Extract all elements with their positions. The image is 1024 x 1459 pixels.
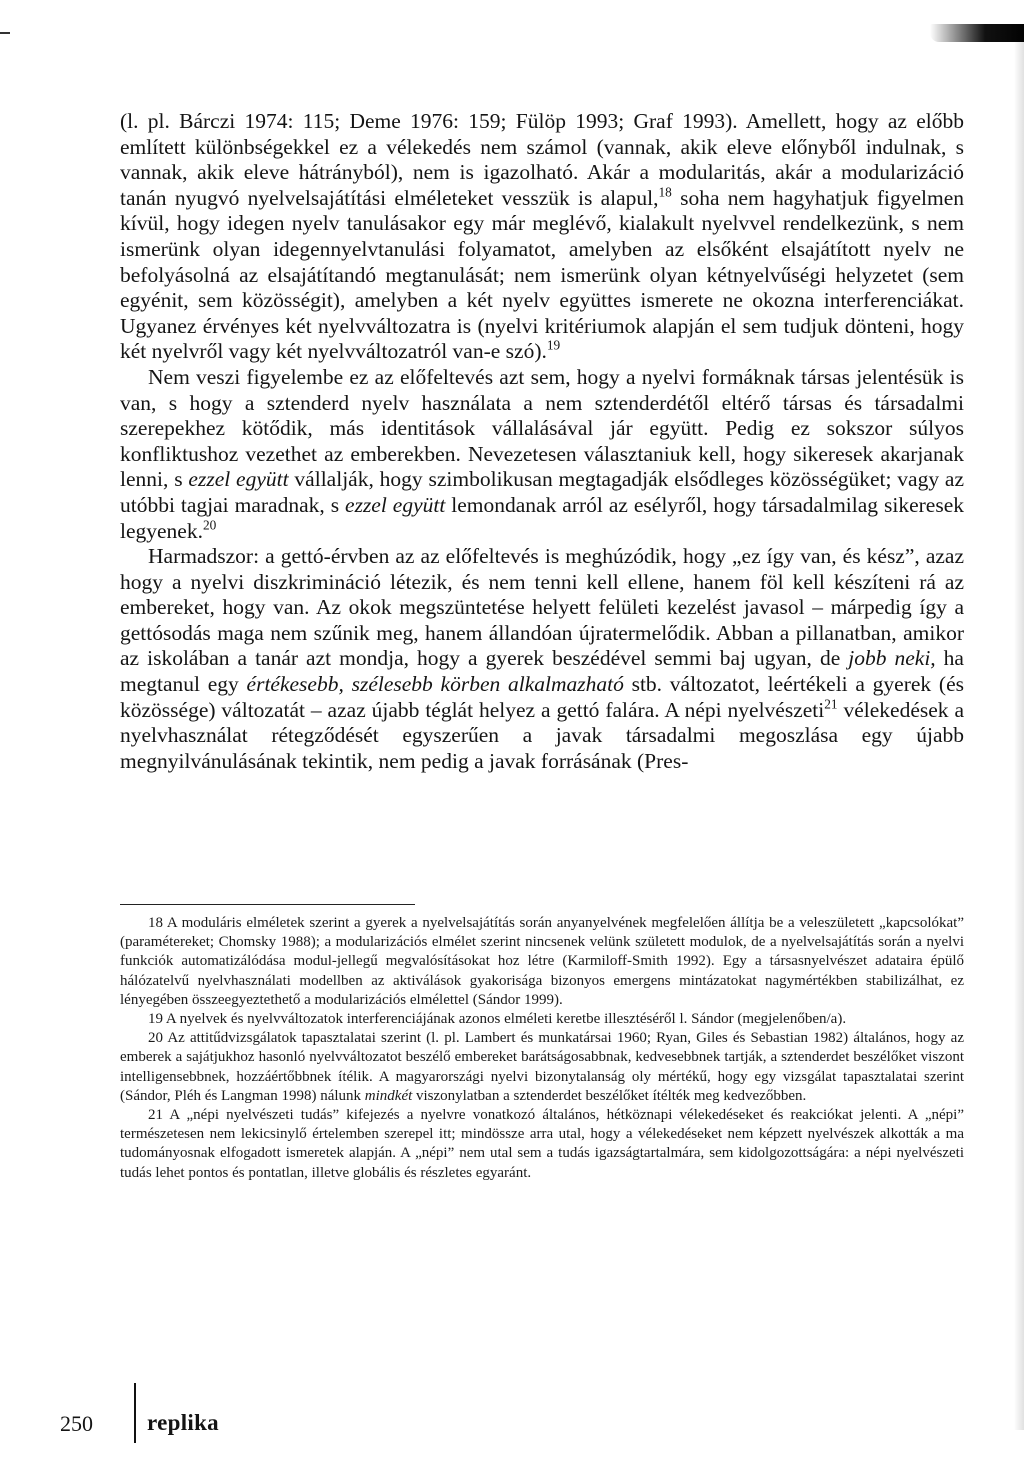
footer-divider [134,1383,136,1443]
text-run: (l. pl. Bárczi 1974: 115; Deme 1976: 159; Fülöp 1993; Graf 1993). Amellett, hogy az előbb említett különbségekkel ez a vélekedés nem számol (vannak, akik eleve előnyből indulnak, s vannak, akik eleve hátrányból), nem is igazolható. Akár a modularitás, akár a modularizáció tanán nyugvó nyelvelsajátítási elméleteket vesszük is alapul, [120,109,964,210]
emphasis-text: jobb neki, [848,646,936,671]
text-run: ha megtanul egy [120,646,964,697]
footnote [120,1029,964,1106]
emphasis-text: ezzel együtt [188,467,289,492]
text-run: stb. változatot, leértékeli a gyerek (és közössége) változatát – azaz újabb téglát helyez a gettó falára. A népi nyelvészeti [120,672,964,722]
body-text [120,109,964,774]
text-run: Harmadszor: a gettó-érvben az az előfeltevés is meghúzódik, hogy „ez így van, és kész”, azaz hogy a nyelvi diszkrimináció létezik, és nem tenni kell ellene, hanem föl kell készíteni rá az embereket, hogy van. Az okok megszüntetése helyett felületi kezelést javasol – márpedig így a gettósodás maga nem szűnik meg, hanem állandóan újratermelődik. Abban a pillanatban, amikor az iskolában a tanár azt mondja, hogy a gyerek beszédével semmi baj ugyan, de [120,544,964,671]
scan-artifact [930,24,1024,42]
text-run: soha nem hagyhatjuk figyelmen kívül, hogy idegen nyelv tanulásakor egy már meglévő, kialakult nyelvvel rendelkezünk, s nem ismerünk olyan idegennyelvtanulási folyamatot, amelyben az elsőként elsajátított nyelv ne befolyásolná az elsajátítandó megtanulását; nem ismerünk olyan kétnyelvűségi helyzetet (sem egyénit, sem közösségit), amelyben a két nyelv együttes ismerete ne okozna interferenciákat. Ugyanez érvényes két nyelvváltozatra is (nyelvi kritériumok alapján el sem tudjuk dönteni, hogy két nyelvről vagy két nyelvváltozatról van-e szó). [120,185,964,364]
text-run: 21 A „népi nyelvészeti tudás” kifejezés a nyelvre vonatkozó általános, hétköznapi vélekedéseket és reakciókat jelenti. A „népi” természetesen nem lekicsinylő értelemben szerepel itt; mindössze arra utal, hogy a vélekedéseket nem képzett nyelvészek alkották a ma tudományosnak elfogadott ismeretek alapján. A „népi” nem utal sem a tudás igazságtartalmára, sem kidolgozottságára: a népi nyelvészeti tudás lehet pontos és pontatlan, illetve globális és részletes egyaránt. [120,1107,964,1181]
footnote-reference: 21 [824,696,838,711]
text-run: Nem veszi figyelembe ez az előfeltevés azt sem, hogy a nyelvi formáknak társas jelentésük is van, s hogy a sztenderd nyelv használata a nem sztenderdétől eltérő társas és társadalmi szerepekhez kötődik, más identitások vállalásával jár együtt. Pedig ez sokszor súlyos konfliktushoz vezethet az emberekben. Nevezetesen választaniuk kell, hogy sikeresek akarjanak lenni, s [120,364,964,492]
footnote-reference: 19 [546,337,561,353]
running-title: replika [147,1410,219,1435]
text-run: 20 Az attitűdvizsgálatok tapasztalatai szerint (l. pl. Lambert és munkatársai 1960; Ryan, Giles és Sebastian 1982) általános, hogy az emberek a sajátjukhoz hasonló nyelvváltozatot beszélő embereket barátságosabbnak, kedvesebbnek tartják, a sztenderdet beszélőket viszont intelligensebbnek, hozzáértőbbnek ítélik. A magyarországi nyelvi bizonytalanság oly mértékű, hogy egy vizsgálat tapasztalatai szerint (Sándor, Pléh és Langman 1998) nálunk [120,1030,964,1104]
emphasis-text: mindkét [364,1087,413,1104]
footnote-reference: 18 [658,184,672,200]
text-run: vállalják, hogy szimbolikusan megtagadják elsődleges közösségüket; vagy az utóbbi tagjai maradnak, s [120,467,965,517]
text-run: vélekedések a nyelvhasználat rétegződését egyszerűen a javak társadalmi megoszlása egy újabb megnyilvánulásának tekintik, nem pedig a javak forrásának (Pres- [120,697,964,773]
footnotes [120,914,964,1183]
footnote [120,1010,964,1029]
emphasis-text: értékesebb, szélesebb körben alkalmazható [246,672,624,697]
footnote [120,914,964,1010]
footnote [120,1106,964,1183]
text-run: lemondanak arról az esélyről, hogy társadalmilag sikeresek legyenek. [120,492,964,543]
footnote-separator [120,904,415,905]
page-number: 250 [60,1411,93,1436]
scan-edge-shadow [1014,30,1024,1430]
paragraph [120,365,964,544]
paragraph [120,544,964,774]
scan-artifact [0,32,10,34]
paragraph [120,109,964,365]
text-run: 18 A moduláris elméletek szerint a gyerek a nyelvelsajátítás során anyanyelvének megfelelően állítja be a veleszületett „kapcsolókat” (paramétereket; Chomsky 1988); a modularizációs elmélet szerint nincsenek velünk született modulok, de a nyelvelsajátítás során a nyelvi funkciók automatizálódása modul-jellegű megvalósításokat hoz létre (Karmiloff-Smith 1992). Egy a társasnyelvészet adataira épülő hálózatelvű nyelvhasználati modellben az aktiválások gyakorisága bizonyos emergens mintázatokat nagymértékben stabilizálhat, ez lényegében összeegyeztethető a modularizációs elmélettel (Sándor 1999). [120,915,964,1008]
text-run: 19 A nyelvek és nyelvváltozatok interferenciájának azonos elméleti keretbe illesztéséről l. Sándor (megjelenőben/a). [148,1011,847,1028]
emphasis-text: ezzel együtt [345,492,446,517]
footnote-reference: 20 [202,516,217,532]
text-run: viszonylatban a sztenderdet beszélőket ítélték meg kedvezőbben. [412,1087,807,1104]
